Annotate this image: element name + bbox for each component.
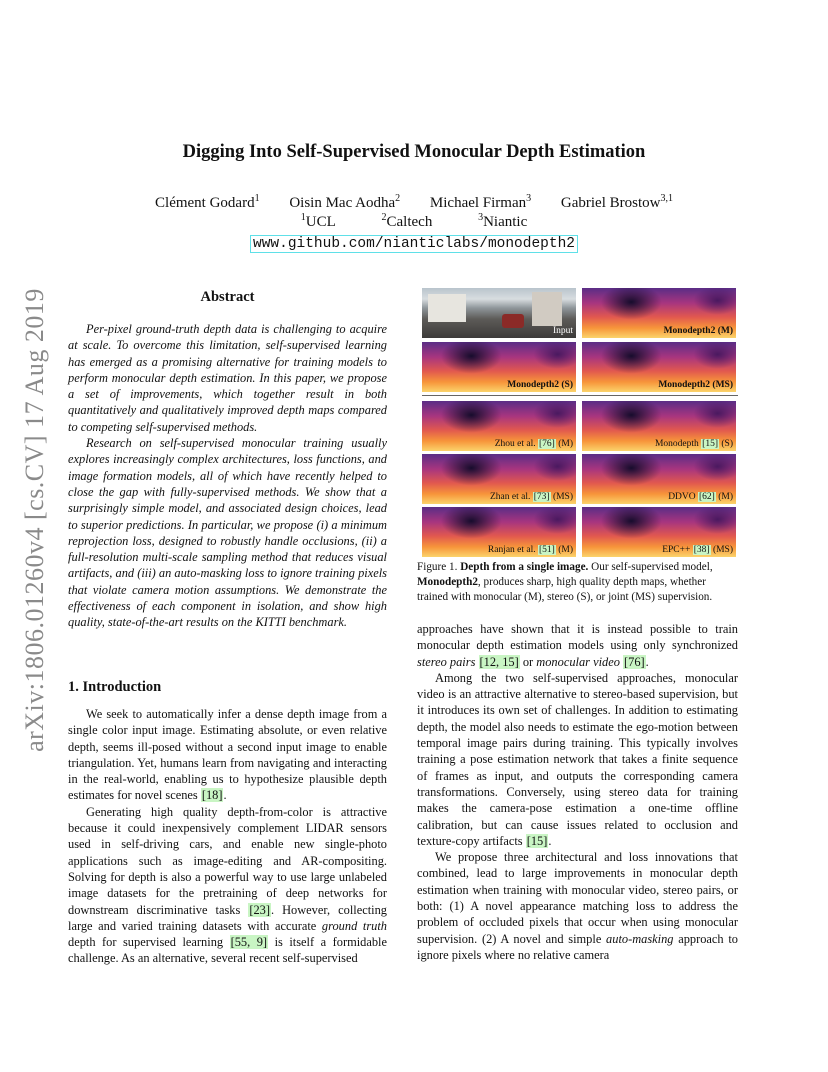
- caption-model-name: Monodepth2: [417, 576, 478, 588]
- body-paragraph: [68, 804, 387, 967]
- body-text: .: [645, 654, 649, 669]
- body-text: We propose three architectural and loss innovations that combined, lead to large improvements in monocular depth estimation when training with monocular video, stereo pairs, or both: (1) A novel appearance matching loss to address the problem of occluded pixels that occur when using monocular supervision. (2) A novel and simple: [417, 850, 738, 946]
- author-list: [0, 195, 828, 212]
- figure-tile-label: Monodepth2 (M): [663, 326, 733, 336]
- figure-tile-label: Ranjan et al. [51] (M): [487, 545, 573, 555]
- author-affiliation: 3: [526, 193, 532, 204]
- affiliation-list: [0, 214, 828, 231]
- citation-link[interactable]: [73]: [533, 492, 550, 502]
- body-text: is itself a formidable challenge. As an alternative, several recent self-supervised: [68, 935, 387, 966]
- citation-link[interactable]: [18]: [201, 788, 223, 803]
- caption-bold-text: Depth from a single image.: [460, 561, 589, 573]
- caption-text: Our self-supervised model,: [588, 561, 713, 573]
- emphasis-text: auto-masking: [606, 931, 674, 946]
- citation-link[interactable]: [76]: [539, 439, 555, 449]
- figure-tile-label: Input: [552, 326, 573, 336]
- figure-tile-epc: [582, 507, 736, 557]
- citation-link[interactable]: [76]: [624, 654, 645, 669]
- abstract-heading: Abstract: [200, 289, 255, 305]
- affiliation-number: 2: [381, 212, 387, 223]
- repo-link[interactable]: www.github.com/nianticlabs/monodepth2: [250, 235, 578, 253]
- body-text: or: [519, 654, 537, 669]
- body-text: approach to ignore pixels where no relative camera: [417, 931, 738, 962]
- caption-text: , produces sharp, high quality depth maps, whether trained with monocular (M), stereo (S), or joint (MS) supervision.: [417, 576, 713, 603]
- affiliation-number: 3: [478, 212, 484, 223]
- affiliation-number: 1: [300, 212, 306, 223]
- author-affiliation: 1: [254, 193, 260, 204]
- citation-link[interactable]: [38]: [693, 545, 710, 555]
- author-name: Oisin Mac Aodha: [289, 195, 396, 211]
- abstract-paragraph: Research on self-supervised monocular training usually explores increasingly complex architectures, loss functions, and image formation models, all of which have recently helped to close the gap with fully-supervised methods. We show that a surprisingly simple model, and associated design choices, lead to superior predictions. In particular, we propose (i) a minimum reprojection loss, designed to robustly handle occlusions, (ii) a full-resolution multi-scale sampling method that reduces visual artifacts, and (iii) an auto-masking loss to ignore training pixels that violate camera motion assumptions. We demonstrate the effectiveness of each component in isolation, and show high quality, state-of-the-art results on the KITTI benchmark.: [68, 436, 387, 630]
- arxiv-stamp-text: arXiv:1806.01260v4 [cs.CV] 17 Aug 2019: [20, 288, 49, 752]
- abstract-body: [68, 321, 387, 631]
- citation-link[interactable]: [51]: [539, 545, 555, 555]
- citation-link[interactable]: [15]: [702, 439, 718, 449]
- affiliation-name: Niantic: [483, 214, 528, 230]
- citation-link[interactable]: [62]: [699, 492, 715, 502]
- body-text: We seek to automatically infer a dense depth image from a single color input image. Estimating absolute, or even relative depth, seems ill-posed without a second input image to enable triangulation. Yet, humans learn from navigating and interacting in the real-world, enabling us to hypothesize plausible depth estimates for novel scenes: [68, 707, 387, 803]
- author-name: Gabriel Brostow: [560, 195, 661, 211]
- introduction-body: [68, 706, 387, 967]
- body-text: Among the two self-supervised approaches, monocular video is an attractive alternative to stereo-based supervision, but it introduces its own set of challenges. In addition to estimating depth, the model also needs to estimate the ego-motion between temporal image pairs during training. This typically involves training a pose estimation network that takes a finite sequence of frames as input, and outputs the corresponding camera transformations. Conversely, using stereo data for training makes the camera-pose estimation a one-time offline calibration, but can cause issues related to occlusion and texture-copy artifacts: [417, 670, 738, 848]
- author-affiliation: 3,1: [660, 193, 673, 204]
- body-text: approaches have shown that it is instead possible to train monocular depth estimation models using only synchronized: [417, 622, 738, 653]
- figure-caption: [417, 560, 738, 605]
- figure-1: [422, 288, 738, 556]
- affiliation-name: UCL: [305, 214, 336, 230]
- figure-tile-label: Monodepth [15] (S): [654, 439, 733, 449]
- repo-link-row: [0, 234, 828, 252]
- figure-tile-zhan: [422, 454, 576, 504]
- figure-tile-label: Zhou et al. [76] (M): [494, 439, 573, 449]
- author-name: Clément Godard: [155, 195, 255, 211]
- right-column-body: [417, 621, 738, 963]
- figure-tile-label: Monodepth2 (MS): [658, 380, 733, 390]
- figure-tile-zhou: [422, 401, 576, 451]
- paper-title: Digging Into Self-Supervised Monocular Depth Estimation: [182, 142, 646, 162]
- figure-tile-monodepth2-m: [582, 288, 736, 338]
- abstract-paragraph: Per-pixel ground-truth depth data is challenging to acquire at scale. To overcome this limitation, self-supervised learning has emerged as a promising alternative for training models to perform monocular depth estimation. In this paper, we propose a set of improvements, which together result in both quantitatively and qualitatively improved depth maps compared to competing self-supervised methods.: [68, 322, 387, 434]
- arxiv-stamp: [20, 280, 50, 760]
- figure-tile-monodepth: [582, 401, 736, 451]
- body-paragraph: [417, 849, 738, 963]
- caption-text: Figure 1.: [417, 561, 461, 573]
- body-text: .: [223, 788, 227, 803]
- figure-tile-label: Zhan et al. [73] (MS): [490, 492, 573, 502]
- body-paragraph: [417, 670, 738, 849]
- citation-link[interactable]: [12, 15]: [479, 654, 519, 669]
- figure-tile-label: DDVO [62] (M): [668, 492, 733, 502]
- body-paragraph: [68, 706, 387, 804]
- affiliation-name: Caltech: [386, 214, 433, 230]
- citation-link[interactable]: [15]: [526, 833, 548, 848]
- figure-divider: [422, 395, 738, 396]
- citation-link[interactable]: [23]: [249, 902, 270, 917]
- figure-tile-monodepth2-ms: [582, 342, 736, 392]
- figure-tile-input: [422, 288, 576, 338]
- body-paragraph: [417, 621, 738, 670]
- body-text: depth for supervised learning: [68, 935, 230, 950]
- figure-tile-label: EPC++ [38] (MS): [662, 545, 733, 555]
- figure-tile-monodepth2-s: [422, 342, 576, 392]
- author-name: Michael Firman: [429, 195, 527, 211]
- emphasis-text: stereo pairs: [417, 654, 476, 669]
- emphasis-text: monocular video: [536, 654, 620, 669]
- body-text: .: [548, 833, 552, 848]
- figure-tile-ddvo: [582, 454, 736, 504]
- section-heading-introduction: 1. Introduction: [68, 679, 162, 695]
- citation-link[interactable]: [55, 9]: [230, 935, 268, 950]
- emphasis-text: ground truth: [321, 918, 387, 933]
- body-text: Generating high quality depth-from-color is attractive because it could inexpensively complement LIDAR sensors used in self-driving cars, and enable new single-photo applications such as image-editing and AR-compositing. Solving for depth is also a powerful way to use large unlabeled image datasets for the pretraining of deep networks for downstream discriminative tasks: [68, 804, 387, 917]
- body-text: . However, collecting large and varied training datasets with accurate: [68, 902, 387, 933]
- author-affiliation: 2: [395, 193, 401, 204]
- figure-tile-ranjan: [422, 507, 576, 557]
- figure-tile-label: Monodepth2 (S): [507, 380, 573, 390]
